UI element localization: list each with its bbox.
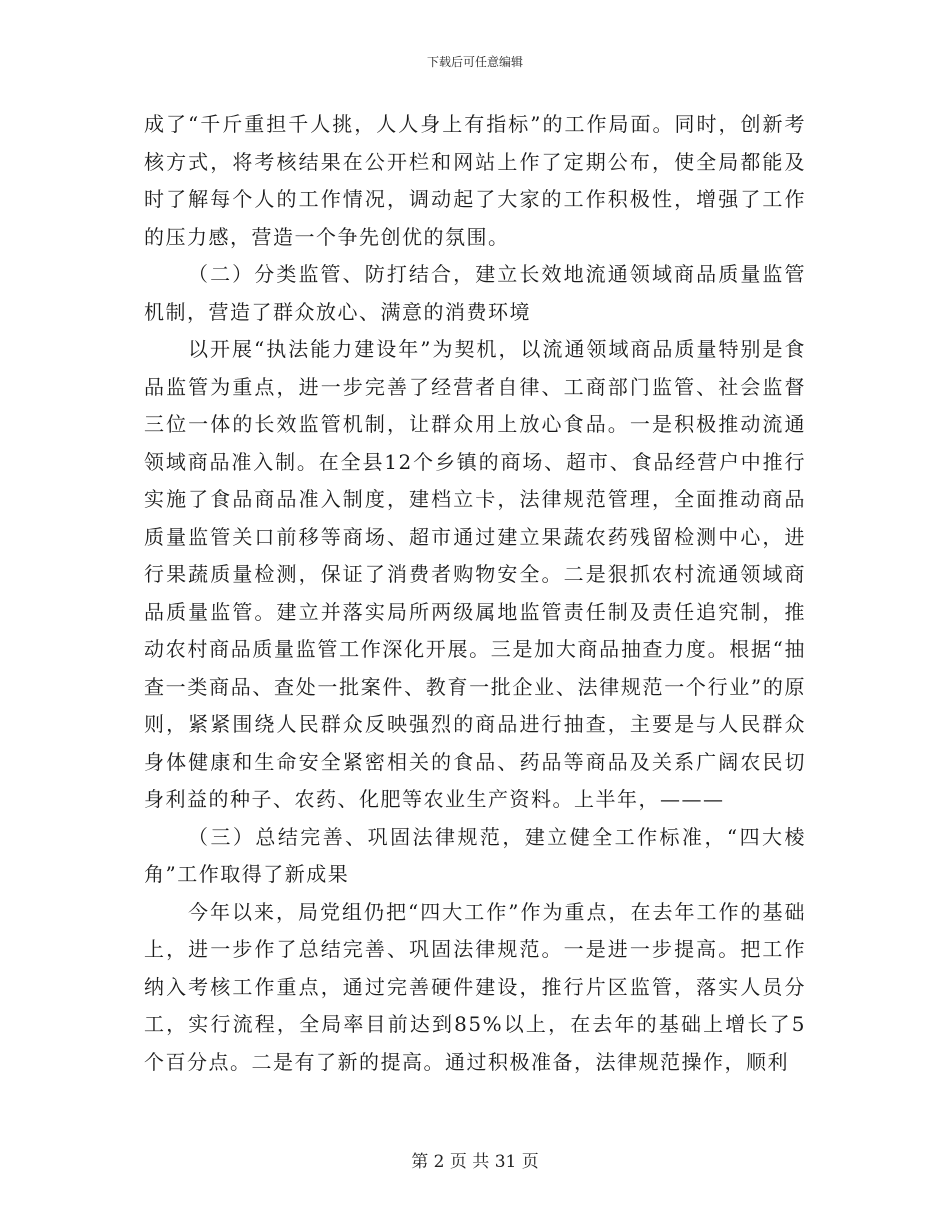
section-heading-2: （二）分类监管、防打结合，建立长效地流通领域商品质量监管机制，营造了群众放心、满意的消费环境 — [144, 262, 806, 324]
section-heading-3: （三）总结完善、巩固法律规范，建立健全工作标准，“四大棱角”工作取得了新成果 — [144, 824, 806, 886]
paragraph-2: 以开展“执法能力建设年”为契机，以流通领域商品质量特别是食品监管为重点，进一步完善了经营者自律、工商部门监管、社会监督三位一体的长效监管机制，让群众用上放心食品。一是积极推动流通领域商品准入制。在全县12个乡镇的商场、超市、食品经营户中推行实施了食品商品准入制度，建档立卡，法律规范管理，全面推动商品质量监管关口前移等商场、超市通过建立果蔬农药残留检测中心，进行果蔬质量检测，保证了消费者购物安全。二是狠抓农村流通领域商品质量监管。建立并落实局所两级属地监管责任制及责任追究制，推动农村商品质量监管工作深化开展。三是加大商品抽查力度。根据“抽查一类商品、查处一批案件、教育一批企业、法律规范一个行业”的原则，紧紧围绕人民群众反映强烈的商品进行抽查，主要是与人民群众身体健康和生命安全紧密相关的食品、药品等商品及关系广阔农民切身利益的种子、农药、化肥等农业生产资料。上半年，——— — [144, 337, 806, 811]
paragraph-3: 今年以来，局党组仍把“四大工作”作为重点，在去年工作的基础上，进一步作了总结完善、巩固法律规范。一是进一步提高。把工作纳入考核工作重点，通过完善硬件建设，推行片区监管，落实人员分工，实行流程，全局率目前达到85%以上，在去年的基础上增长了5个百分点。二是有了新的提高。通过积极准备，法律规范操作，顺利 — [144, 899, 806, 1074]
paragraph-1: 成了“千斤重担千人挑，人人身上有指标”的工作局面。同时，创新考核方式，将考核结果在公开栏和网站上作了定期公布，使全局都能及时了解每个人的工作情况，调动起了大家的工作积极性，增强了工作的压力感，营造一个争先创优的氛围。 — [144, 112, 806, 249]
page-footer: 第 2 页 共 31 页 — [411, 1152, 539, 1172]
page-header: 下载后可任意编辑 — [426, 55, 523, 69]
document-body — [144, 106, 806, 1081]
